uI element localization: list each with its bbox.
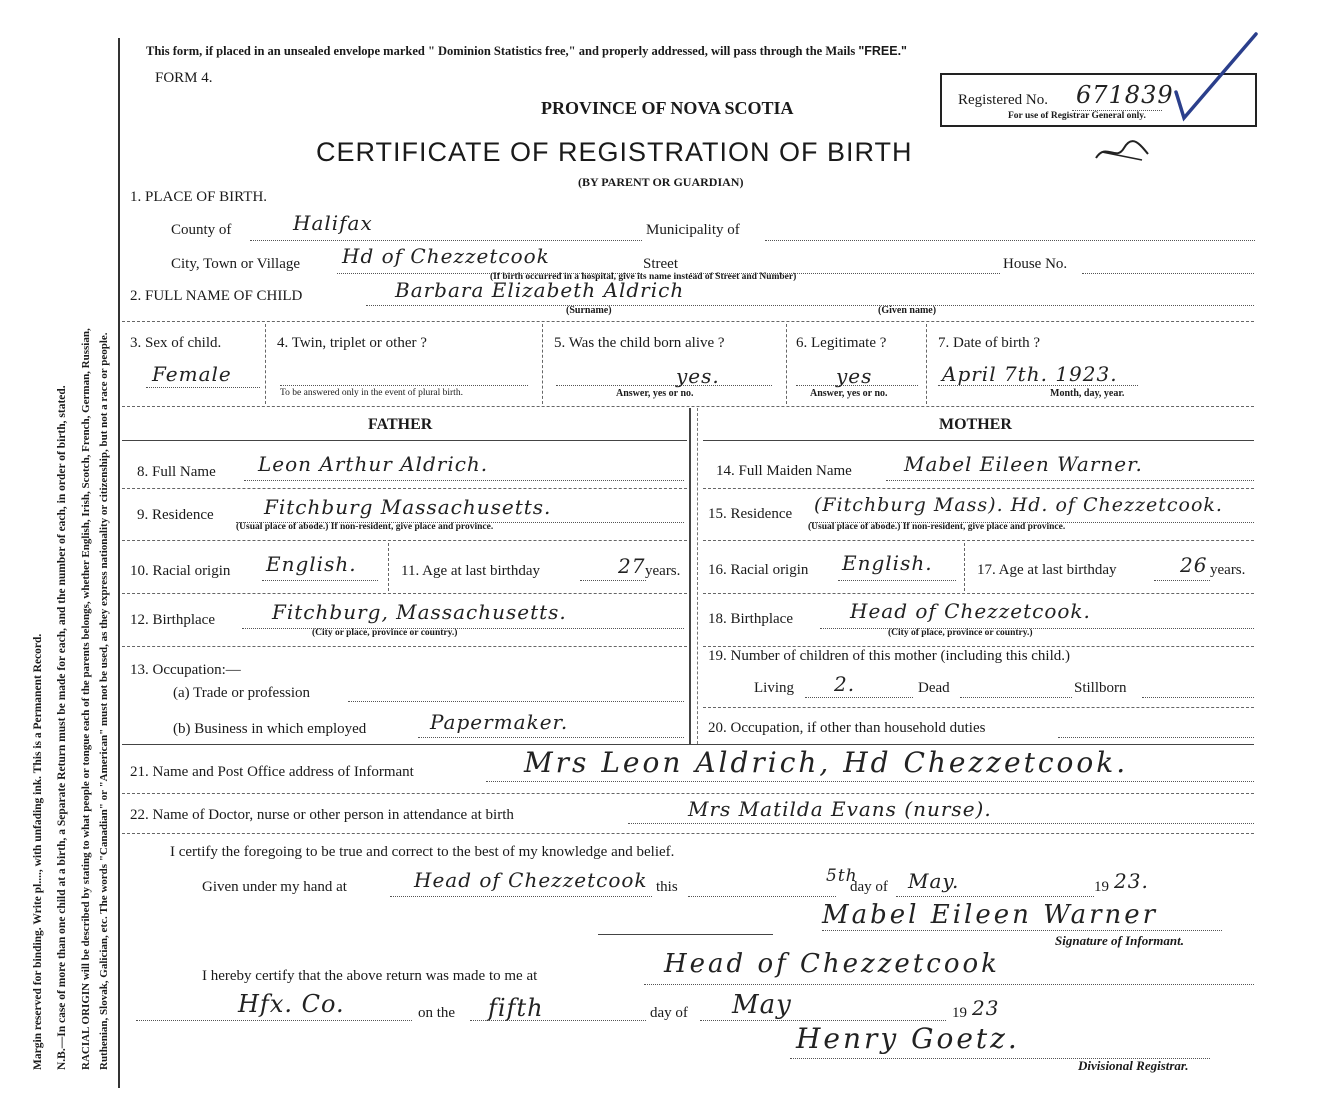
alive-note: Answer, yes or no. — [616, 388, 694, 399]
certify-day-label: day of — [850, 879, 888, 895]
certify-day-value: 5th — [826, 866, 858, 886]
registrar-day-value: fifth — [488, 994, 544, 1022]
doctor-label: 22. Name of Doctor, nurse or other person in attendance at birth — [130, 807, 514, 823]
registrar-year-prefix: 19 — [952, 1005, 967, 1021]
sex-label: 3. Sex of child. — [130, 335, 222, 351]
registrar-year-value: 23 — [972, 996, 1000, 1020]
mother-occupation-label: 20. Occupation, if other than household duties — [708, 720, 986, 736]
father-birthplace-value: Fitchburg, Massachusetts. — [272, 600, 567, 624]
form-number: FORM 4. — [155, 70, 213, 86]
center-divider — [689, 408, 691, 744]
child-name-label: 2. FULL NAME OF CHILD — [130, 288, 303, 304]
house-label: House No. — [1003, 256, 1068, 272]
scribble-mark-icon — [1092, 138, 1152, 168]
mother-residence-label: 15. Residence — [708, 506, 793, 522]
street-label: Street — [643, 256, 678, 272]
registrar-day-label: day of — [650, 1005, 688, 1021]
hospital-note: (If birth occurred in a hospital, give its name instead of Street and Number) — [490, 272, 797, 282]
mother-name-value: Mabel Eileen Warner. — [904, 452, 1143, 476]
mail-free: "FREE." — [858, 44, 907, 58]
informant-value: Mrs Leon Aldrich, Hd Chezzetcook. — [524, 746, 1129, 779]
living-value: 2. — [834, 672, 856, 696]
this-label: this — [656, 879, 678, 895]
mother-heading: MOTHER — [939, 416, 1012, 433]
registrar-place-line2: Hfx. Co. — [238, 990, 345, 1018]
informant-signature-label: Signature of Informant. — [1055, 933, 1184, 948]
business-value: Papermaker. — [430, 710, 569, 734]
dob-label: 7. Date of birth ? — [938, 335, 1041, 351]
mother-name-label: 14. Full Maiden Name — [716, 463, 852, 479]
father-residence-value: Fitchburg Massachusetts. — [264, 495, 552, 519]
certify-year-value: 23. — [1114, 869, 1149, 893]
dob-value: April 7th. 1923. — [942, 362, 1118, 386]
registrar-signature: Henry Goetz. — [796, 1022, 1020, 1055]
registrar-month-value: May — [732, 990, 792, 1020]
father-name-value: Leon Arthur Aldrich. — [258, 452, 489, 476]
father-racial-value: English. — [266, 552, 357, 576]
form-left-border — [118, 38, 120, 1088]
county-value: Halifax — [293, 211, 373, 235]
father-heading: FATHER — [368, 416, 433, 433]
father-racial-label: 10. Racial origin — [130, 563, 231, 579]
certify-year-prefix: 19 — [1094, 879, 1109, 895]
living-label: Living — [754, 680, 794, 696]
father-occupation-label: 13. Occupation:— — [130, 662, 241, 678]
mail-note: This form, if placed in an unsealed envelope marked " Dominion Statistics free," and properly addressed, will pass through the Mails "FREE." — [146, 44, 907, 58]
registrar-use-note: For use of Registrar General only. — [1008, 111, 1146, 121]
mother-racial-value: English. — [842, 551, 933, 575]
father-birthplace-label: 12. Birthplace — [130, 612, 215, 628]
informant-signature: Mabel Eileen Warner — [822, 900, 1159, 930]
mother-residence-note: (Usual place of abode.) If non-resident, give place and province. — [808, 522, 1066, 532]
father-name-label: 8. Full Name — [137, 464, 216, 480]
certify-month-value: May. — [908, 869, 960, 893]
child-name-value: Barbara Elizabeth Aldrich — [395, 278, 685, 302]
alive-value: yes. — [676, 364, 720, 388]
legitimate-label: 6. Legitimate ? — [796, 335, 887, 351]
given-place-value: Head of Chezzetcook — [414, 868, 648, 892]
registrar-place-value: Head of Chezzetcook — [664, 949, 1000, 979]
father-residence-label: 9. Residence — [137, 507, 214, 523]
margin-note-racial-origin: RACIAL ORIGIN will be described by stating to what people or tongue each of the parents belongs, whether English, Irish, Scotch, French, German, Russian, — [80, 328, 92, 1070]
business-label: (b) Business in which employed — [173, 721, 367, 737]
doctor-value: Mrs Matilda Evans (nurse). — [688, 797, 992, 821]
dead-label: Dead — [918, 680, 950, 696]
registered-label: Registered No. — [958, 92, 1048, 108]
father-residence-note: (Usual place of abode.) If non-resident, give place and province. — [236, 522, 494, 532]
certify-statement: I certify the foregoing to be true and correct to the best of my knowledge and belief. — [170, 844, 675, 860]
municipality-label: Municipality of — [646, 222, 740, 238]
twin-label: 4. Twin, triplet or other ? — [277, 335, 427, 351]
page-subtitle: (BY PARENT OR GUARDIAN) — [578, 175, 744, 189]
twin-note: To be answered only in the event of plural birth. — [280, 388, 463, 398]
place-of-birth-heading: 1. PLACE OF BIRTH. — [130, 189, 268, 205]
alive-label: 5. Was the child born alive ? — [554, 335, 725, 351]
registrar-statement: I hereby certify that the above return was made to me at — [202, 968, 538, 984]
margin-note-plural-birth: N.B.—In case of more than one child at a birth, a Separate Return must be made for each, and the number of each, in order of birth, stated. — [56, 385, 68, 1070]
center-divider-2 — [697, 408, 698, 744]
sex-value: Female — [152, 362, 232, 386]
informant-label: 21. Name and Post Office address of Informant — [130, 764, 414, 780]
given-label: Given under my hand at — [202, 879, 347, 895]
legitimate-note: Answer, yes or no. — [810, 388, 888, 399]
registered-number: 671839 — [1076, 81, 1174, 109]
mother-racial-label: 16. Racial origin — [708, 562, 809, 578]
city-label: City, Town or Village — [171, 256, 301, 272]
check-mark-icon — [1170, 30, 1260, 130]
father-birthplace-note: (City or place, province or country.) — [312, 628, 458, 638]
mother-birthplace-note: (City of place, province or country.) — [888, 628, 1033, 638]
father-age-unit: years. — [645, 563, 681, 579]
children-count-label: 19. Number of children of this mother (including this child.) — [708, 648, 1071, 664]
mother-age-unit: years. — [1210, 562, 1246, 578]
margin-note-racial-origin-2: Ruthenian, Slovak, Galician, etc. The words "Canadian" or "American" must not be used, as they express nationality or citizenship, but not a race or people. — [98, 332, 110, 1070]
mother-age-label: 17. Age at last birthday — [977, 562, 1117, 578]
stillborn-label: Stillborn — [1074, 680, 1127, 696]
legitimate-value: yes — [836, 364, 873, 388]
county-label: County of — [171, 222, 232, 238]
registrar-signature-label: Divisional Registrar. — [1078, 1058, 1189, 1073]
province-heading: PROVINCE OF NOVA SCOTIA — [541, 98, 794, 118]
mother-age-value: 26 — [1180, 553, 1208, 577]
margin-note-binding: Margin reserved for binding. Write pl...., with unfading ink. This is a Permanent Record. — [32, 633, 44, 1070]
page-title: CERTIFICATE OF REGISTRATION OF BIRTH — [316, 137, 913, 167]
dob-note: Month, day, year. — [1050, 388, 1125, 399]
mother-residence-value: (Fitchburg Mass). Hd. of Chezzetcook. — [814, 494, 1223, 516]
father-age-value: 27 — [618, 554, 646, 578]
mother-birthplace-label: 18. Birthplace — [708, 611, 793, 627]
on-the-label: on the — [418, 1005, 456, 1021]
mother-birthplace-value: Head of Chezzetcook. — [850, 599, 1091, 623]
given-name-note: (Given name) — [878, 305, 937, 316]
city-value: Hd of Chezzetcook — [342, 244, 550, 268]
surname-note: (Surname) — [566, 305, 612, 316]
father-age-label: 11. Age at last birthday — [401, 563, 540, 579]
trade-label: (a) Trade or profession — [173, 685, 311, 701]
